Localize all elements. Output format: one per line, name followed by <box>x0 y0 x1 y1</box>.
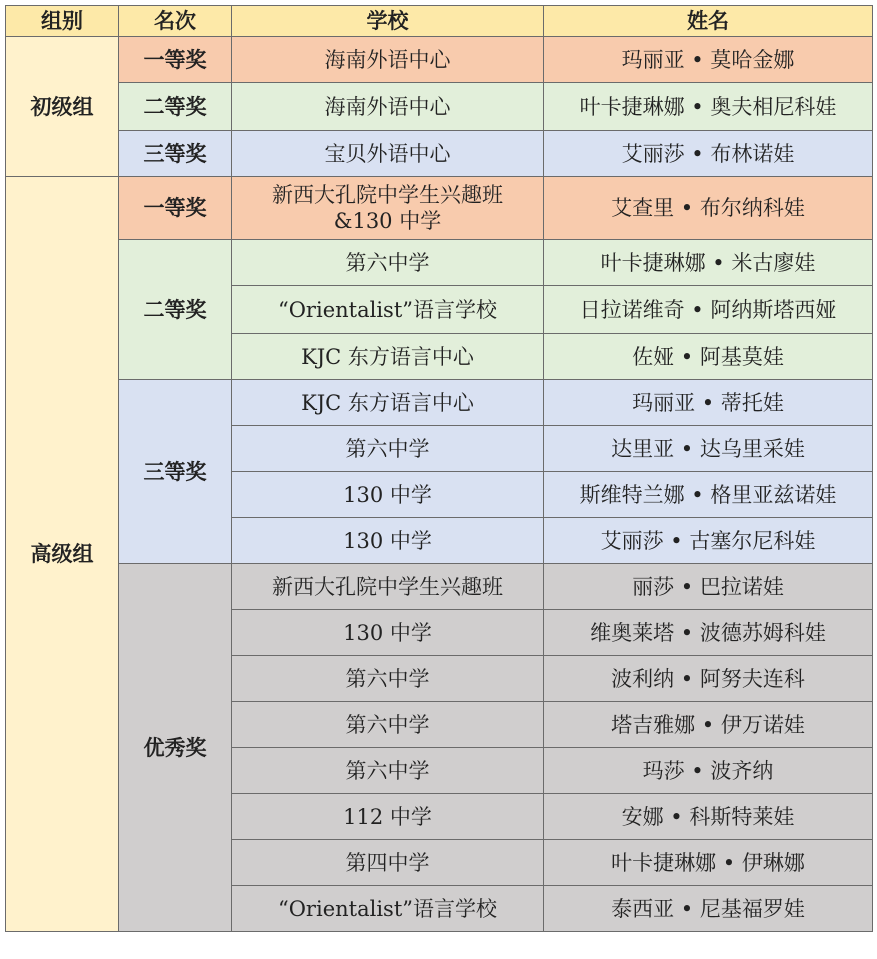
name-cell: 艾丽莎 • 古塞尔尼科娃 <box>544 518 873 564</box>
rank-cell: 三等奖 <box>119 131 232 177</box>
table-row <box>6 380 873 426</box>
school-cell: “Orientalist”语言学校 <box>232 886 544 932</box>
school-cell: KJC 东方语言中心 <box>232 334 544 380</box>
name-cell: 叶卡捷琳娜 • 奥夫相尼科娃 <box>544 83 873 131</box>
rank-cell: 三等奖 <box>119 380 232 564</box>
school-cell: KJC 东方语言中心 <box>232 380 544 426</box>
rank-cell: 优秀奖 <box>119 564 232 932</box>
header-rank: 名次 <box>119 6 232 37</box>
name-cell: 玛丽亚 • 蒂托娃 <box>544 380 873 426</box>
school-cell: 130 中学 <box>232 518 544 564</box>
table-row <box>6 240 873 286</box>
name-cell: 艾丽莎 • 布林诺娃 <box>544 131 873 177</box>
name-cell: 泰西亚 • 尼基福罗娃 <box>544 886 873 932</box>
name-cell: 玛丽亚 • 莫哈金娜 <box>544 37 873 83</box>
school-cell <box>232 177 544 240</box>
school-line: &130 中学 <box>333 209 442 233</box>
school-cell: 第六中学 <box>232 426 544 472</box>
name-cell: 安娜 • 科斯特莱娃 <box>544 794 873 840</box>
table-row <box>6 564 873 610</box>
header-school: 学校 <box>232 6 544 37</box>
school-cell: 第四中学 <box>232 840 544 886</box>
school-cell: 第六中学 <box>232 240 544 286</box>
school-cell: 130 中学 <box>232 472 544 518</box>
name-cell: 维奥莱塔 • 波德苏姆科娃 <box>544 610 873 656</box>
header-name: 姓名 <box>544 6 873 37</box>
name-cell: 塔吉雅娜 • 伊万诺娃 <box>544 702 873 748</box>
table-row <box>6 37 873 83</box>
school-cell: 112 中学 <box>232 794 544 840</box>
group-junior: 初级组 <box>6 37 119 177</box>
rank-cell: 一等奖 <box>119 37 232 83</box>
table-row <box>6 177 873 240</box>
rank-cell: 二等奖 <box>119 83 232 131</box>
name-cell: 叶卡捷琳娜 • 伊琳娜 <box>544 840 873 886</box>
school-cell: 海南外语中心 <box>232 37 544 83</box>
name-cell: 玛莎 • 波齐纳 <box>544 748 873 794</box>
school-cell: “Orientalist”语言学校 <box>232 286 544 334</box>
group-senior: 高级组 <box>6 177 119 932</box>
rank-cell: 一等奖 <box>119 177 232 240</box>
table-row <box>6 83 873 131</box>
name-cell: 斯维特兰娜 • 格里亚兹诺娃 <box>544 472 873 518</box>
name-cell: 丽莎 • 巴拉诺娃 <box>544 564 873 610</box>
school-cell: 第六中学 <box>232 702 544 748</box>
name-cell: 日拉诺维奇 • 阿纳斯塔西娅 <box>544 286 873 334</box>
name-cell: 波利纳 • 阿努夫连科 <box>544 656 873 702</box>
school-cell: 130 中学 <box>232 610 544 656</box>
name-cell: 艾查里 • 布尔纳科娃 <box>544 177 873 240</box>
table-row <box>6 131 873 177</box>
school-cell: 第六中学 <box>232 656 544 702</box>
rank-cell: 二等奖 <box>119 240 232 380</box>
name-cell: 佐娅 • 阿基莫娃 <box>544 334 873 380</box>
school-cell: 第六中学 <box>232 748 544 794</box>
name-cell: 达里亚 • 达乌里采娃 <box>544 426 873 472</box>
header-row <box>6 6 873 37</box>
school-cell: 新西大孔院中学生兴趣班 <box>232 564 544 610</box>
awards-table <box>5 5 873 932</box>
header-group: 组别 <box>6 6 119 37</box>
school-cell: 宝贝外语中心 <box>232 131 544 177</box>
name-cell: 叶卡捷琳娜 • 米古廖娃 <box>544 240 873 286</box>
school-line: 新西大孔院中学生兴趣班 <box>272 183 503 207</box>
school-cell: 海南外语中心 <box>232 83 544 131</box>
